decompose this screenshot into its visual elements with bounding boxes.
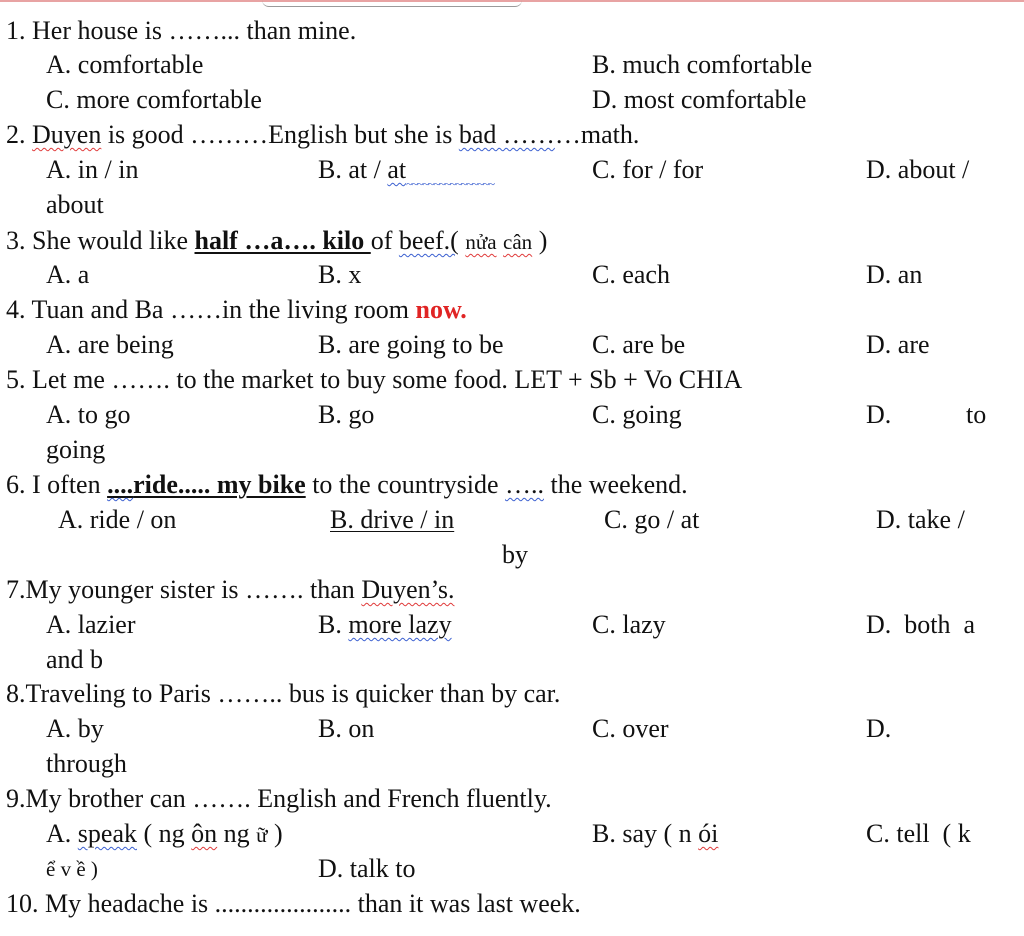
question-6-option-b: B. drive / in [330,505,455,534]
grammar-flag-more-lazy: more lazy [348,610,452,639]
stem-emphasis-text: ride..... my bike [133,470,306,499]
option-part: B. say ( n [592,819,699,848]
option-part: ng [217,819,257,848]
grammar-flag-speak: speak [77,819,137,848]
question-7-option-c: C. lazy [592,610,666,639]
option-part: A. [46,819,78,848]
grammar-flag-beef: beef.( [398,226,459,255]
spell-flag-oi: ói [698,819,719,848]
stem-part: the weekend. [544,470,688,499]
question-1-option-d: D. most comfortable [592,85,807,114]
question-4-option-c: C. are be [592,330,686,359]
question-3-option-a: A. a [46,260,90,289]
question-9-option-a [46,817,283,851]
question-7-option-a: A. lazier [46,610,136,639]
question-9-option-b [592,817,718,851]
question-10-stem: 10. My headache is ..................... than it was last week. [6,889,581,918]
question-9-stem: 9.My brother can ……. English and French fluently. [6,784,552,813]
question-2-option-c: C. for / for [592,155,704,184]
question-5-option-d-word: to [966,400,987,429]
question-2-option-d-wrap: about [46,190,104,219]
spell-flag-duyen: Duyen [32,120,102,149]
stem-part: ) [532,226,548,255]
question-7-option-d-wrap: and b [46,645,104,674]
question-8-option-b: B. on [318,714,375,743]
grammar-flag-dots: ….. [505,470,544,499]
stem-part: 6. I often [6,470,108,499]
question-6-option-d: D. take / [876,505,965,534]
stem-part: 3. She would like [6,226,195,255]
stem-emphasis: half …a…. kilo [194,226,371,255]
question-4-option-d: D. are [866,330,930,359]
question-8-option-a: A. by [46,714,104,743]
stem-part: to the countryside [305,470,505,499]
question-3-option-c: C. each [592,260,670,289]
question-1-option-b: B. much comfortable [592,50,813,79]
stem-part: 2. [6,120,32,149]
question-2-stem [6,118,639,152]
grammar-flag-at: at [387,155,407,184]
page-top-border [0,0,1024,5]
question-5-option-c: C. going [592,400,682,429]
question-6-option-d-wrap: by [502,540,528,569]
question-3-option-b: B. x [318,260,362,289]
question-7-option-b [318,608,452,642]
option-part: ) [267,819,283,848]
stem-part: …math. [554,120,640,149]
stem-emphasis [107,470,306,499]
question-9-option-d: D. talk to [318,854,416,883]
question-1-option-a: A. comfortable [46,50,204,79]
stem-highlight-now: now. [415,295,467,324]
question-2-option-b [318,153,540,187]
question-5-option-b: B. go [318,400,375,429]
option-part: B. at / [318,155,388,184]
option-part: ữ [256,823,268,847]
question-5-option-a: A. to go [46,400,131,429]
question-6-option-a: A. ride / on [58,505,177,534]
question-2-option-d: D. about / [866,155,970,184]
spell-flag-duyens: Duyen’s. [361,575,455,604]
question-8-option-a-wrap: through [46,749,127,778]
grammar-flag-gap [406,158,540,178]
question-4-option-a: A. are being [46,330,174,359]
question-4-option-b: B. are going to be [318,330,504,359]
stem-part: 7.My younger sister is ……. than [6,575,362,604]
question-8-option-c: C. over [592,714,669,743]
question-1-stem: 1. Her house is ……... than mine. [6,16,357,45]
stem-part: is good ………English but she is [101,120,459,149]
spell-flag-on: ôn [191,819,218,848]
stem-part: of [370,226,399,255]
grammar-flag-bad: bad …… [458,120,555,149]
question-5-option-d-wrap: going [46,435,106,464]
question-5-stem: 5. Let me ……. to the market to buy some food. LET + Sb + Vo CHIA [6,365,743,394]
stem-part: 4. Tuan and Ba ……in the living room [6,295,416,324]
option-part: B. [318,610,349,639]
question-3-stem [6,224,547,258]
question-2-option-a: A. in / in [46,155,139,184]
question-9-option-c-wrap: ể v ề ) [46,857,98,881]
option-part: ( ng [136,819,192,848]
question-7-option-d: D. both a [866,610,976,639]
question-1-option-c: C. more comfortable [46,85,262,114]
question-6-option-c: C. go / at [604,505,700,534]
question-9-option-c: C. tell ( k [866,819,971,848]
question-3-option-d: D. an [866,260,923,289]
question-7-stem [6,573,454,607]
question-8-stem: 8.Traveling to Paris …….. bus is quicker than by car. [6,679,561,708]
question-4-stem [6,293,467,327]
question-6-stem [6,468,688,502]
spell-flag-can: cân [503,230,533,254]
question-8-option-d: D. [866,714,892,743]
question-5-option-d: D. [866,400,892,429]
grammar-flag-dots: .... [107,470,134,499]
spell-flag-nua: nửa [465,230,497,254]
